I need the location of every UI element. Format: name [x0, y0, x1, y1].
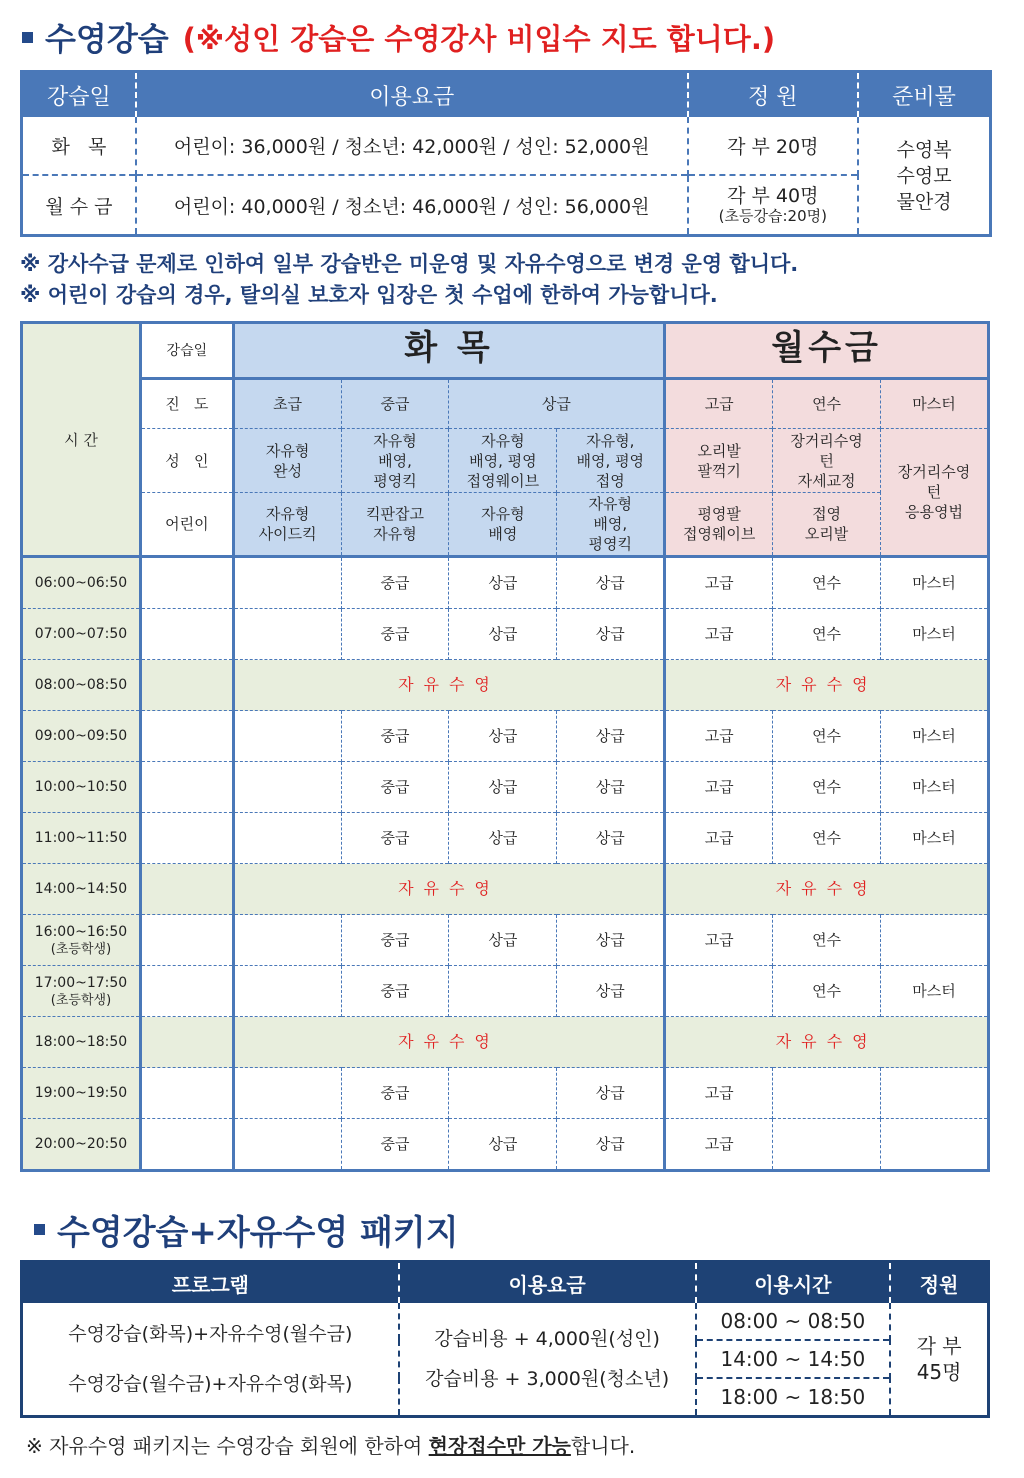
free-swim-cell: 자유수영 — [665, 864, 989, 915]
class-cell: 상급 — [449, 1119, 557, 1171]
empty-cell — [140, 1017, 233, 1068]
class-cell: 고급 — [665, 557, 773, 609]
fee-header-day: 강습일 — [22, 72, 136, 118]
free-swim-cell: 자유수영 — [233, 660, 665, 711]
time-cell — [22, 1017, 141, 1068]
level-cell: 상급 — [449, 379, 665, 429]
lesson-day-label: 강습일 — [140, 323, 233, 379]
class-cell — [233, 1068, 341, 1119]
table-row — [22, 966, 989, 1017]
empty-cell — [140, 557, 233, 609]
table-row — [22, 1119, 989, 1171]
table-row — [22, 609, 989, 660]
class-cell — [881, 915, 989, 966]
day-label-mwf: 월수금 — [771, 327, 882, 368]
time-range: 18:00~18:50 — [34, 1034, 128, 1050]
package-programs — [22, 1303, 399, 1417]
note-line: ※ 어린이 강습의 경우, 탈의실 보호자 입장은 첫 수업에 한하여 가능합니다. — [20, 283, 718, 307]
package-fees — [399, 1303, 696, 1417]
class-cell: 상급 — [557, 966, 665, 1017]
package-header-program: 프로그램 — [22, 1262, 399, 1304]
package-footnote — [26, 1430, 635, 1459]
fee-header-supplies: 준비물 — [858, 72, 990, 118]
class-cell — [233, 1119, 341, 1171]
class-cell: 상급 — [557, 609, 665, 660]
package-header-time: 이용시간 — [696, 1262, 891, 1304]
class-cell — [773, 1068, 881, 1119]
empty-cell — [140, 813, 233, 864]
package-heading — [34, 1205, 459, 1254]
child-label: 어린이 — [140, 493, 233, 557]
package-header-capacity: 정원 — [890, 1262, 988, 1304]
level-cell: 고급 — [665, 379, 773, 429]
class-cell — [233, 915, 341, 966]
class-cell: 연수 — [773, 711, 881, 762]
time-note: (초등학생) — [50, 993, 112, 1008]
class-cell: 마스터 — [881, 966, 989, 1017]
fee-table-header — [22, 72, 991, 118]
time-cell — [22, 711, 141, 762]
time-range: 07:00~07:50 — [34, 626, 128, 642]
class-cell: 상급 — [557, 1119, 665, 1171]
supply-item: 수영모 — [896, 164, 952, 187]
fee-day: 화 목 — [51, 136, 107, 158]
time-note: (초등학생) — [50, 942, 112, 957]
class-cell — [449, 1068, 557, 1119]
class-cell: 상급 — [449, 813, 557, 864]
day-label-tt: 화 목 — [404, 327, 494, 368]
capacity-value: 각 부 40명 — [727, 185, 819, 207]
table-row — [22, 915, 989, 966]
class-cell — [233, 762, 341, 813]
time-cell — [22, 1119, 141, 1171]
class-cell: 상급 — [557, 1068, 665, 1119]
square-bullet-icon — [34, 1224, 45, 1235]
class-cell: 연수 — [773, 609, 881, 660]
curriculum-cell: 오리발 팔꺽기 — [665, 429, 773, 493]
note-line: ※ 강사수급 문제로 인하여 일부 강습반은 미운영 및 자유수영으로 변경 운영 합니다. — [20, 252, 799, 276]
class-cell — [449, 966, 557, 1017]
empty-cell — [140, 660, 233, 711]
curriculum-cell: 접영 오리발 — [773, 493, 881, 557]
class-cell: 고급 — [665, 915, 773, 966]
time-range: 14:00~14:50 — [34, 881, 128, 897]
class-cell: 중급 — [341, 609, 449, 660]
level-cell: 중급 — [341, 379, 449, 429]
class-cell — [233, 609, 341, 660]
fee-value: 어린이: 36,000원 / 청소년: 42,000원 / 성인: 52,000원 — [136, 117, 688, 175]
class-cell: 고급 — [665, 762, 773, 813]
empty-cell — [140, 711, 233, 762]
class-cell: 마스터 — [881, 609, 989, 660]
time-range: 11:00~11:50 — [34, 830, 128, 846]
class-cell: 고급 — [665, 1068, 773, 1119]
time-range: 17:00~17:50 — [34, 975, 128, 991]
page-title: 수영강습 — [45, 20, 169, 58]
footnote-text: ※ 자유수영 패키지는 수영강습 회원에 한하여 — [26, 1434, 429, 1458]
class-cell: 상급 — [449, 762, 557, 813]
time-cell — [22, 864, 141, 915]
package-fee: 강습비용 + 3,000원(청소년) — [425, 1368, 670, 1390]
empty-cell — [140, 966, 233, 1017]
day-header-tt — [233, 323, 665, 379]
class-cell: 중급 — [341, 966, 449, 1017]
curriculum-cell: 자유형 사이드킥 — [233, 493, 341, 557]
class-cell: 상급 — [449, 711, 557, 762]
class-cell: 연수 — [773, 813, 881, 864]
schedule-adult-row — [22, 429, 989, 493]
package-time: 08:00 ~ 08:50 — [696, 1303, 891, 1340]
class-cell: 중급 — [341, 711, 449, 762]
free-swim-cell: 자유수영 — [665, 660, 989, 711]
curriculum-cell: 자유형, 배영, 평영 접영 — [557, 429, 665, 493]
class-cell: 고급 — [665, 1119, 773, 1171]
class-cell: 고급 — [665, 711, 773, 762]
table-row — [22, 660, 989, 711]
time-range: 08:00~08:50 — [34, 677, 128, 693]
empty-cell — [140, 915, 233, 966]
curriculum-cell: 킥판잡고 자유형 — [341, 493, 449, 557]
fee-header-capacity: 정 원 — [688, 72, 859, 118]
package-header-fee: 이용요금 — [399, 1262, 696, 1304]
class-cell — [233, 557, 341, 609]
page-subtitle: (※성인 강습은 수영강사 비입수 지도 합니다.) — [182, 21, 776, 56]
time-cell — [22, 557, 141, 609]
free-swim-cell: 자유수영 — [233, 1017, 665, 1068]
footnote-emphasis: 현장접수만 가능 — [428, 1434, 571, 1458]
footnote-text: 합니다. — [570, 1434, 636, 1458]
fee-day: 월 수 금 — [22, 175, 136, 236]
class-cell — [233, 711, 341, 762]
day-header-mwf — [665, 323, 989, 379]
class-cell: 중급 — [341, 813, 449, 864]
fee-header-fee: 이용요금 — [136, 72, 688, 118]
class-cell: 마스터 — [881, 711, 989, 762]
table-row — [22, 117, 991, 175]
class-cell: 중급 — [341, 762, 449, 813]
empty-cell — [140, 1119, 233, 1171]
class-cell — [773, 1119, 881, 1171]
fee-capacity: 각 부 20명 — [688, 117, 859, 175]
table-row — [22, 762, 989, 813]
package-table — [20, 1260, 990, 1418]
supply-item: 물안경 — [896, 190, 952, 213]
page-heading — [22, 14, 775, 60]
time-range: 06:00~06:50 — [34, 575, 128, 591]
fee-table — [20, 70, 992, 237]
class-cell — [881, 1068, 989, 1119]
schedule-table — [20, 321, 990, 1172]
empty-cell — [140, 864, 233, 915]
package-fee: 강습비용 + 4,000원(성인) — [434, 1328, 660, 1350]
fee-value: 어린이: 40,000원 / 청소년: 46,000원 / 성인: 56,000원 — [136, 175, 688, 236]
progress-label: 진 도 — [140, 379, 233, 429]
class-cell: 상급 — [557, 711, 665, 762]
fee-supplies — [858, 117, 990, 236]
class-cell: 연수 — [773, 915, 881, 966]
package-program: 수영강습(화목)+자유수영(월수금) — [68, 1323, 353, 1345]
level-cell: 초급 — [233, 379, 341, 429]
package-table-header — [22, 1262, 989, 1304]
class-cell: 중급 — [341, 1119, 449, 1171]
class-cell: 마스터 — [881, 762, 989, 813]
time-cell — [22, 915, 141, 966]
package-time: 18:00 ~ 18:50 — [696, 1378, 891, 1417]
class-cell: 상급 — [557, 557, 665, 609]
curriculum-cell: 장거리수영 턴 자세교정 — [773, 429, 881, 493]
class-cell: 중급 — [341, 1068, 449, 1119]
empty-cell — [140, 762, 233, 813]
free-swim-cell: 자유수영 — [665, 1017, 989, 1068]
empty-cell — [140, 609, 233, 660]
curriculum-cell: 자유형 배영, 평영킥 — [557, 493, 665, 557]
curriculum-cell: 자유형 배영, 평영 접영웨이브 — [449, 429, 557, 493]
class-cell: 상급 — [449, 915, 557, 966]
fee-capacity — [688, 175, 859, 236]
table-row — [22, 813, 989, 864]
table-row — [22, 1017, 989, 1068]
class-cell: 상급 — [449, 609, 557, 660]
table-row — [22, 557, 989, 609]
package-program: 수영강습(월수금)+자유수영(화목) — [68, 1373, 353, 1395]
empty-cell — [140, 1068, 233, 1119]
capacity-note: (초등강습:20명) — [718, 207, 827, 225]
class-cell — [233, 813, 341, 864]
class-cell: 연수 — [773, 557, 881, 609]
class-cell: 연수 — [773, 966, 881, 1017]
time-cell — [22, 762, 141, 813]
adult-label: 성 인 — [140, 429, 233, 493]
time-cell — [22, 660, 141, 711]
package-time: 14:00 ~ 14:50 — [696, 1340, 891, 1378]
table-row — [22, 711, 989, 762]
time-range: 09:00~09:50 — [34, 728, 128, 744]
schedule-level-row — [22, 379, 989, 429]
class-cell — [665, 966, 773, 1017]
class-cell: 상급 — [557, 813, 665, 864]
supply-item: 수영복 — [896, 138, 952, 161]
curriculum-cell: 자유형 완성 — [233, 429, 341, 493]
time-cell — [22, 1068, 141, 1119]
time-range: 19:00~19:50 — [34, 1085, 128, 1101]
class-cell — [233, 966, 341, 1017]
time-range: 10:00~10:50 — [34, 779, 128, 795]
class-cell: 상급 — [557, 762, 665, 813]
time-range: 16:00~16:50 — [34, 924, 128, 940]
schedule-body — [22, 557, 989, 1171]
time-header: 시 간 — [22, 323, 141, 557]
square-bullet-icon — [22, 32, 33, 43]
class-cell: 상급 — [557, 915, 665, 966]
table-row — [22, 1303, 989, 1340]
time-range: 20:00~20:50 — [34, 1136, 128, 1152]
curriculum-cell: 장거리수영 턴 응용영법 — [881, 429, 989, 557]
class-cell: 고급 — [665, 813, 773, 864]
class-cell: 마스터 — [881, 813, 989, 864]
curriculum-cell: 자유형 배영, 평영킥 — [341, 429, 449, 493]
class-cell: 마스터 — [881, 557, 989, 609]
package-title: 수영강습+자유수영 패키지 — [57, 1213, 459, 1253]
curriculum-cell: 자유형 배영 — [449, 493, 557, 557]
class-cell: 중급 — [341, 915, 449, 966]
class-cell: 상급 — [449, 557, 557, 609]
time-cell — [22, 609, 141, 660]
table-row — [22, 175, 991, 236]
class-cell: 연수 — [773, 762, 881, 813]
schedule-child-row — [22, 493, 989, 557]
level-cell: 연수 — [773, 379, 881, 429]
schedule-day-row — [22, 323, 989, 379]
level-cell: 마스터 — [881, 379, 989, 429]
time-cell — [22, 966, 141, 1017]
class-cell — [881, 1119, 989, 1171]
class-cell: 중급 — [341, 557, 449, 609]
table-row — [22, 864, 989, 915]
time-cell — [22, 813, 141, 864]
curriculum-cell: 평영팔 접영웨이브 — [665, 493, 773, 557]
table-row — [22, 1068, 989, 1119]
package-capacity: 각 부 45명 — [890, 1303, 988, 1417]
free-swim-cell: 자유수영 — [233, 864, 665, 915]
class-cell: 고급 — [665, 609, 773, 660]
